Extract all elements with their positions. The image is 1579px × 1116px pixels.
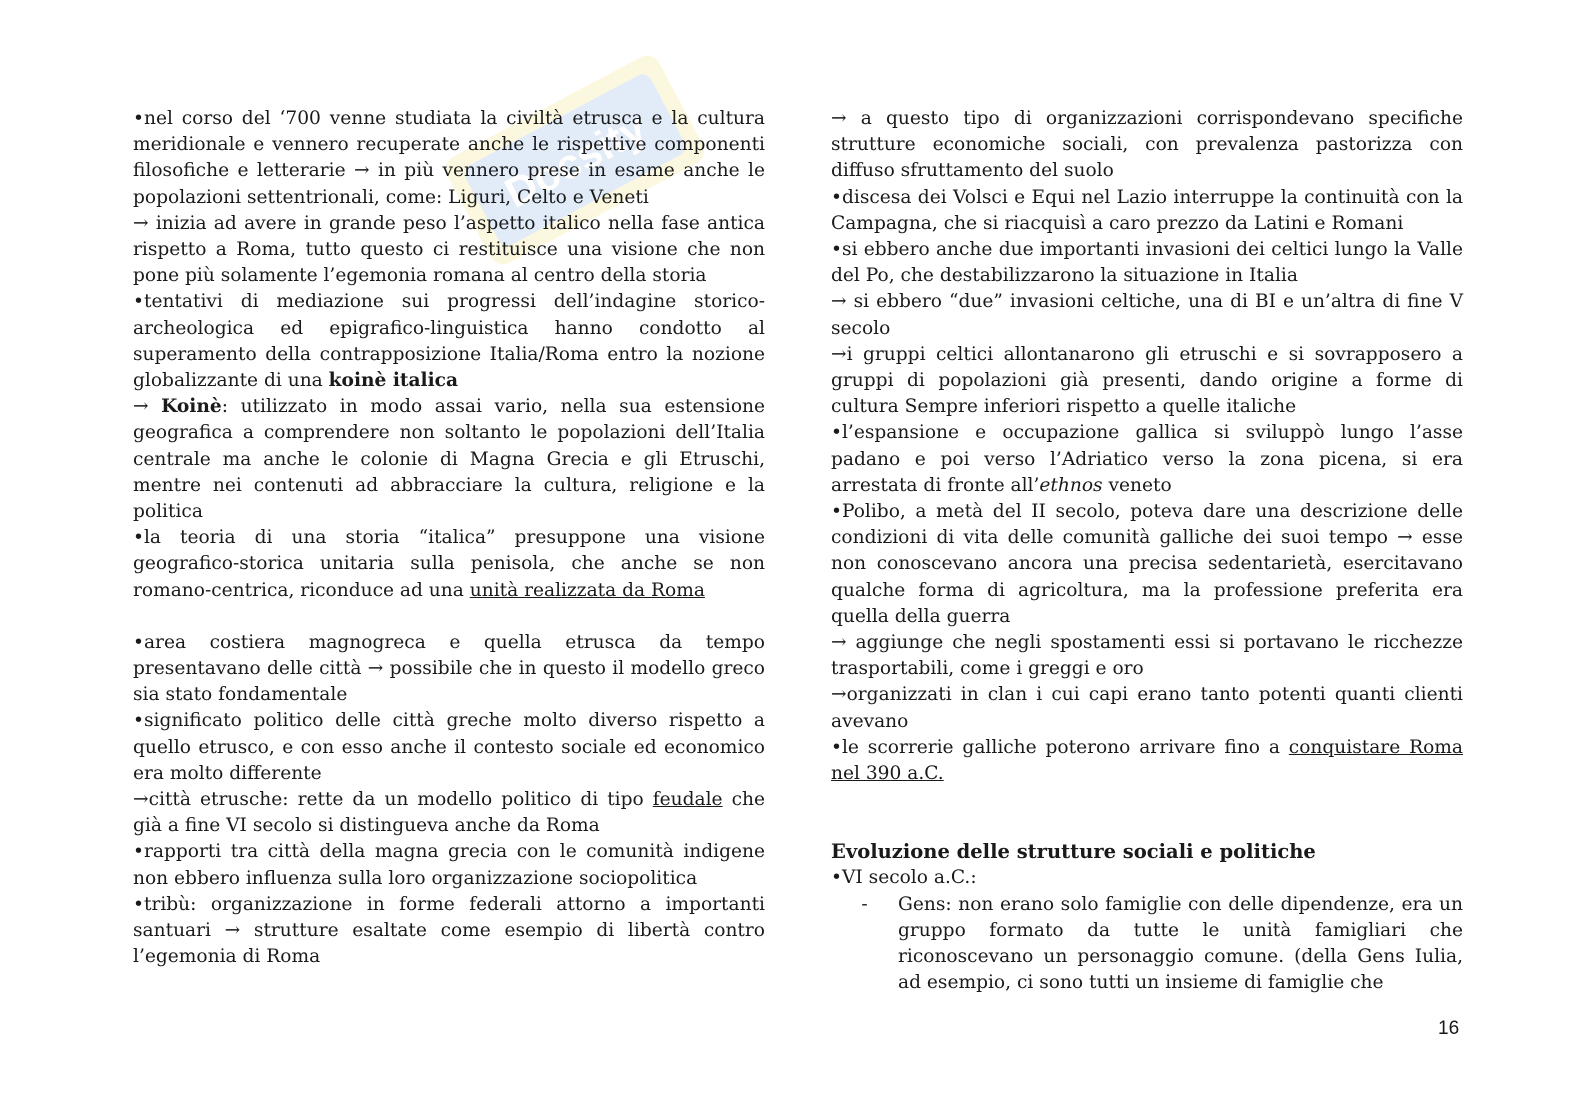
paragraph: → inizia ad avere in grande peso l’aspetto italico nella fase antica rispetto a Roma, tutto questo ci restituisce una visione che non pone più solamente l’egemonia romana al centro della storia	[133, 212, 765, 287]
paragraph: •nel corso del ‘700 venne studiata la civiltà etrusca e la cultura meridionale e vennero recuperate anche le rispettive componenti filosofiche e letterarie → in più vennero prese in esame anche le popolazioni settentrionali, come: Liguri, Celto e Veneti	[133, 108, 765, 208]
paragraph: → a questo tipo di organizzazioni corrispondevano specifiche strutture economiche sociali, con prevalenza pastorizza con diffuso sfruttamento del suolo	[831, 108, 1463, 182]
paragraph: •l’espansione e occupazione gallica si sviluppò lungo l’asse padano e poi verso l’Adriatico verso la zona picena, si era arrestata di fronte all’ethnos veneto	[831, 422, 1463, 496]
underlined-text: unità realizzata da Roma	[469, 579, 705, 601]
paragraph: → aggiunge che negli spostamenti essi si portavano le ricchezze trasportabili, come i greggi e oro	[831, 632, 1463, 680]
paragraph: •tribù: organizzazione in forme federali attorno a importanti santuari → strutture esaltate come esempio di libertà contro l’egemonia di Roma	[133, 893, 765, 968]
paragraph: → Koinè: utilizzato in modo assai vario, nella sua estensione geografica a comprendere non soltanto le popolazioni dell’Italia centrale ma anche le colonie di Magna Grecia e gli Etruschi, mentre nei contenuti ad abbracciare la cultura, religione e la politica	[133, 396, 765, 523]
right-column	[831, 106, 1463, 997]
list-item-text: Gens: non erano solo famiglie con delle dipendenze, era un gruppo formato da tutte le unità famigliari che riconoscevano un personaggio comune. (della Gens Iulia, ad esempio, ci sono tutti un insieme di famiglie che	[898, 893, 1463, 994]
italic-term: ethnos	[1039, 474, 1103, 496]
underlined-text: feudale	[652, 789, 723, 811]
bold-term: koinè italica	[328, 370, 459, 392]
paragraph: •la teoria di una storia “italica” presuppone una visione geografico-storica unitaria sulla penisola, che anche se non romano-centrica, riconduce ad una unità realizzata da Roma	[133, 527, 765, 601]
left-column	[133, 106, 765, 971]
paragraph: →i gruppi celtici allontanarono gli etruschi e si sovrapposero a gruppi di popolazioni già presenti, dando origine a forme di cultura Sempre inferiori rispetto a quelle italiche	[831, 343, 1463, 418]
paragraph: •significato politico delle città greche molto diverso rispetto a quello etrusco, e con esso anche il contesto sociale ed economico era molto differente	[133, 710, 765, 784]
dash-list-item	[831, 892, 1463, 997]
section-heading: Evoluzione delle strutture sociali e politiche	[831, 840, 1316, 864]
paragraph: → si ebbero “due” invasioni celtiche, una di BI e un’altra di fine V secolo	[831, 291, 1463, 339]
paragraph: •area costiera magnogreca e quella etrusca da tempo presentavano delle città → possibile che in questo il modello greco sia stato fondamentale	[133, 631, 765, 706]
paragraph: •le scorrerie galliche poterono arrivare fino a conquistare Roma nel 390 a.C.	[831, 736, 1463, 785]
paragraph: →organizzati in clan i cui capi erano tanto potenti quanti clienti avevano	[831, 684, 1463, 732]
paragraph: •rapporti tra città della magna grecia con le comunità indigene non ebbero influenza sulla loro organizzazione sociopolitica	[133, 841, 765, 889]
paragraph: •si ebbero anche due importanti invasioni dei celtici lungo la Valle del Po, che destabilizzarono la situazione in Italia	[831, 239, 1463, 287]
paragraph: •VI secolo a.C.:	[831, 867, 977, 889]
paragraph: •Polibo, a metà del II secolo, poteva dare una descrizione delle condizioni di vita delle comunità galliche dei suoi tempo → esse non conoscevano ancora una precisa sedentarietà, esercitavano qualche forma di agricoltura, ma la professione preferita era quella della guerra	[831, 501, 1463, 627]
underlined-text: conquistare Roma nel 390 a.C.	[831, 736, 1463, 785]
bold-term: Koinè	[161, 396, 222, 418]
dash-bullet: -	[861, 893, 868, 915]
paragraph: •discesa dei Volsci e Equi nel Lazio interruppe la continuità con la Campagna, che si riacquisì a caro prezzo da Latini e Romani	[831, 186, 1463, 234]
paragraph: •tentativi di mediazione sui progressi dell’indagine storico-archeologica ed epigrafico-linguistica hanno condotto al superamento della contrapposizione Italia/Roma entro la nozione globalizzante di una koinè italica	[133, 291, 765, 392]
paragraph: →città etrusche: rette da un modello politico di tipo feudale che già a fine VI secolo si distingueva anche da Roma	[133, 789, 765, 837]
page-number: 16	[1438, 1018, 1460, 1039]
watermark-text: Docsity	[497, 104, 654, 217]
